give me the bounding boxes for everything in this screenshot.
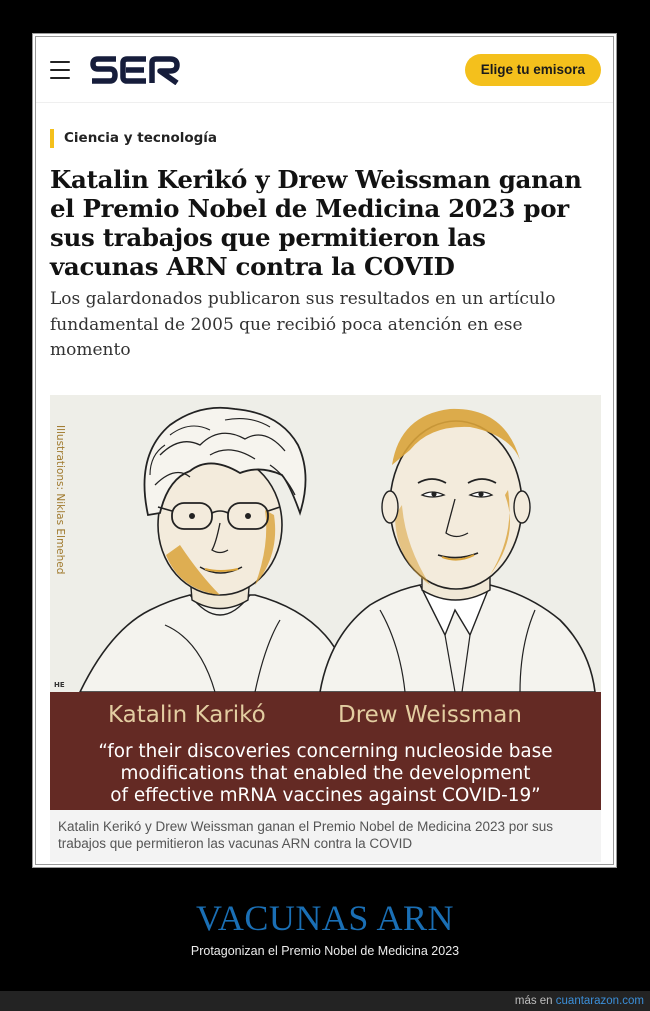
laureate-names — [50, 702, 601, 734]
footer-prefix: más en — [514, 995, 553, 1007]
laureate-name-right: Drew Weissman — [338, 702, 522, 728]
site-header — [36, 37, 613, 103]
headline: Katalin Kerikó y Drew Weissman ganan el Premio Nobel de Medicina 2023 por sus trabajos que permitieron las vacunas ARN contra la COVID — [50, 165, 582, 281]
screenshot-frame — [32, 33, 617, 868]
article-figure — [50, 395, 601, 862]
article-page — [35, 36, 614, 865]
image-caption: Katalin Kerikó y Drew Weissman ganan el Premio Nobel de Medicina 2023 por sus trabajos que permitieron las vacunas ARN contra la COVID — [50, 810, 601, 862]
footer-site-link[interactable]: cuantarazon.com — [555, 995, 644, 1007]
laureate-name-left: Katalin Karikó — [108, 702, 266, 728]
ser-logo[interactable] — [90, 55, 180, 85]
hamburger-menu-icon[interactable] — [50, 61, 70, 79]
citation-line-1: “for their discoveries concerning nucleoside base — [98, 741, 553, 762]
citation-line-2: modifications that enabled the development — [120, 763, 531, 784]
prize-citation — [50, 741, 601, 807]
nobel-mark: HE — [54, 681, 65, 689]
footer-bar — [0, 991, 650, 1011]
illustration-credit: Illustrations: Niklas Elmehed — [54, 425, 66, 575]
laureates-illustration — [50, 395, 601, 692]
subheadline: Los galardonados publicaron sus resultados en un artículo fundamental de 2005 que recibió poca atención en ese momento — [50, 289, 556, 360]
section-tag[interactable]: Ciencia y tecnología — [50, 129, 601, 148]
citation-line-3: of effective mRNA vaccines against COVID-19” — [110, 785, 541, 806]
meme-title: VACUNAS ARN — [196, 898, 454, 938]
prize-banner — [50, 692, 601, 810]
article-header — [50, 129, 601, 364]
meme-subtitle: Protagonizan el Premio Nobel de Medicina 2023 — [190, 944, 460, 958]
choose-station-button[interactable]: Elige tu emisora — [465, 54, 601, 86]
